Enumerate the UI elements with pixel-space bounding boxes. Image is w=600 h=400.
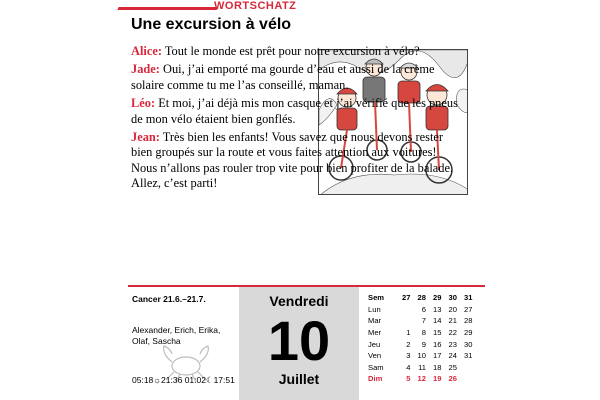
calendar-row	[368, 304, 473, 316]
calendar-cell: 7	[421, 316, 426, 326]
date-panel	[239, 287, 359, 400]
calendar-row	[368, 362, 473, 374]
calendar-cell: 29	[433, 293, 442, 303]
calendar-row	[368, 315, 473, 327]
dialog-line	[131, 130, 461, 192]
calendar-cell: 8	[421, 328, 426, 338]
calendar-row	[368, 338, 473, 350]
calendar-cell: 25	[448, 362, 457, 372]
calendar-cell: 4	[406, 362, 411, 372]
calendar-cell: 20	[448, 304, 457, 314]
calendar-cell: 14	[433, 316, 442, 326]
speaker-name: Jade:	[131, 62, 160, 77]
calendar-cell: 27	[464, 304, 473, 314]
calendar-cell: 19	[433, 374, 442, 384]
calendar-cell: 3	[406, 351, 411, 361]
calendar-cell: 22	[448, 328, 457, 338]
dialog-line	[131, 96, 461, 127]
calendar-row	[368, 292, 473, 304]
calendar-cell: 21	[448, 316, 457, 326]
calendar-row-label: Jeu	[368, 339, 381, 349]
calendar-cell: 10	[417, 351, 426, 361]
calendar-cell: 24	[448, 351, 457, 361]
calendar-cell: 18	[433, 362, 442, 372]
calendar-row	[368, 350, 473, 362]
speaker-name: Jean:	[131, 130, 160, 145]
calendar-cell: 29	[464, 328, 473, 338]
calendar-cell: 23	[448, 339, 457, 349]
calendar-cell: 30	[464, 339, 473, 349]
calendar-row-label: Sam	[368, 362, 384, 372]
calendar-cell: 15	[433, 328, 442, 338]
calendar-cell: 16	[433, 339, 442, 349]
calendar-cell: 9	[421, 339, 426, 349]
dialog-text: Très bien les enfants! Vous savez que nous devons rester bien groupés sur la route et vous faites attention aux voitures! Nous n’allons pas rouler trop vite pour bien profiter de la balade. Allez, c’est parti!	[131, 130, 454, 191]
calendar-row-label: Ven	[368, 351, 382, 361]
calendar-cell: 31	[464, 293, 473, 303]
weekday: Vendredi	[269, 293, 329, 309]
calendar-row-label: Mer	[368, 328, 382, 338]
calendar-cell: 1	[406, 328, 411, 338]
sun-moon-times: 05:18☼21:36 01:02☾17:51	[132, 375, 235, 385]
calendar-cell: 12	[417, 374, 426, 384]
calendar-row	[368, 327, 473, 339]
calendar-cell	[457, 362, 473, 374]
calendar-cell	[395, 315, 411, 327]
dialog-text: Et moi, j’ai déjà mis mon casque et j’ai vérifié que les pneus de mon vélo étaient bien gonflés.	[131, 96, 458, 126]
header-accent-line	[117, 7, 218, 10]
calendar-cell: 13	[433, 304, 442, 314]
calendar-row-label: Dim	[368, 374, 383, 384]
calendar-cell	[457, 373, 473, 385]
dialog	[131, 44, 461, 195]
calendar-cell: 6	[421, 304, 426, 314]
article-title: Une excursion à vélo	[131, 16, 292, 33]
dialog-line	[131, 44, 461, 59]
month: Juillet	[278, 371, 320, 387]
zodiac-sign: Cancer 21.6.–21.7.	[132, 294, 206, 304]
section-label: WORTSCHATZ	[214, 0, 297, 12]
calendar-cell: 5	[406, 374, 411, 384]
speaker-name: Léo:	[131, 96, 156, 111]
calendar-cell: 28	[464, 316, 473, 326]
name-days-line: Alexander, Erich, Erika,	[132, 325, 221, 335]
calendar-cell: 17	[433, 351, 442, 361]
dialog-line	[131, 62, 461, 93]
zodiac-panel	[128, 287, 238, 400]
calendar-cell: 31	[464, 351, 473, 361]
mini-calendar	[368, 292, 473, 385]
calendar-cell: 30	[448, 293, 457, 303]
calendar-row-label: Sem	[368, 293, 385, 303]
calendar-cell: 28	[417, 293, 426, 303]
calendar-row-label: Lun	[368, 304, 381, 314]
calendar-cell: 27	[402, 293, 411, 303]
calendar-row	[368, 373, 473, 385]
dialog-text: Tout le monde est prêt pour notre excursion à vélo?	[164, 44, 420, 58]
calendar-cell: 26	[448, 374, 457, 384]
day-number: 10	[267, 309, 331, 372]
calendar-cell: 11	[418, 362, 426, 372]
calendar-cell	[395, 304, 411, 316]
calendar-cell: 2	[406, 339, 411, 349]
speaker-name: Alice:	[131, 44, 162, 58]
name-days-line: Olaf, Sascha	[132, 336, 181, 346]
dialog-text: Oui, j’ai emporté ma gourde d’eau et aussi de la crème solaire comme tu me l’as conseillé, maman.	[131, 62, 435, 92]
calendar-row-label: Mar	[368, 316, 382, 326]
